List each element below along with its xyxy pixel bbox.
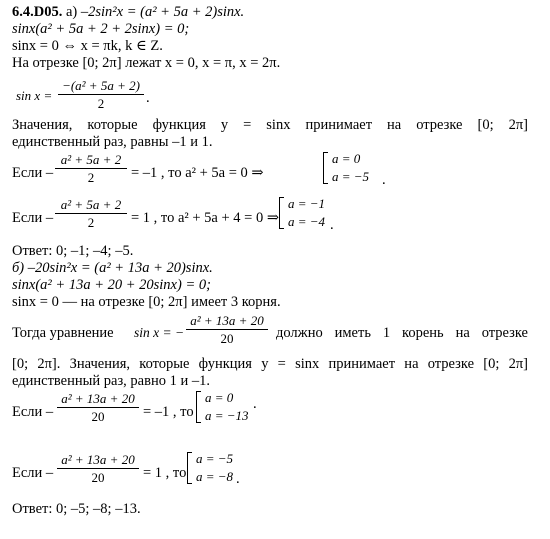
answer-b: Ответ: 0; –5; –8; –13. — [12, 501, 141, 517]
case2-root2: a = −4 — [288, 214, 326, 229]
fraction-1-dot: . — [146, 90, 150, 106]
then-equation-right: должно иметь 1 корень на отрезке — [276, 325, 528, 341]
case1-numerator: a² + 5a + 2 — [60, 152, 122, 167]
case4-denominator: 20 — [91, 470, 105, 485]
equation-a2: sinx(a² + 5a + 2 + 2sinx) = 0; — [12, 21, 190, 37]
problem-number: 6.4.D05. — [12, 4, 63, 20]
case4-bar — [57, 468, 139, 469]
then-sin-lhs: sin x = − — [134, 325, 185, 340]
case4-bracket — [187, 452, 192, 484]
case3-end: . — [253, 396, 257, 412]
case4-fraction — [57, 453, 139, 485]
case3-root1: a = 0 — [205, 390, 234, 405]
sin-lhs: sin x = — [16, 88, 53, 103]
case4-root1: a = −5 — [196, 451, 234, 466]
values-b-line1: [0; 2π]. Значения, которые функция у = sinx принимает на отрезке [0; 2π] — [12, 356, 528, 372]
equation-b2: sinx(a² + 13a + 20 + 20sinx) = 0; — [12, 277, 211, 293]
fraction-2-bar — [186, 329, 268, 330]
case4-root2: a = −8 — [196, 469, 234, 484]
case1-bracket — [323, 152, 328, 184]
values-text-line1: Значения, которые функция у = sinx принимает на отрезке [0; 2π] — [12, 117, 528, 133]
case4-prefix: Если – — [12, 465, 54, 481]
case1-mid: = –1 , то a² + 5a = 0 ⇒ — [131, 165, 264, 181]
equation-b3: sinx = 0 — на отрезке [0; 2π] имеет 3 корня. — [12, 294, 281, 310]
case3-numerator: a² + 13a + 20 — [61, 391, 135, 406]
case1-end: . — [382, 172, 386, 188]
case2-numerator: a² + 5a + 2 — [60, 197, 122, 212]
case2-end: . — [330, 217, 334, 233]
case3-mid: = –1 , то — [143, 404, 194, 420]
fraction-1-numerator: −(a² + 5a + 2) — [62, 78, 140, 93]
fraction-1-bar — [58, 94, 144, 95]
case3-bar — [57, 407, 139, 408]
fraction-2-numerator: a² + 13a + 20 — [190, 313, 264, 328]
case4-end: . — [236, 471, 240, 487]
case2-bracket — [279, 197, 284, 229]
part-a-label: а) — [65, 4, 78, 20]
case1-denominator: 2 — [87, 170, 95, 185]
case3-prefix: Если – — [12, 404, 54, 420]
case1-root1: a = 0 — [332, 151, 361, 166]
case2-bar — [55, 213, 127, 214]
equation-a3: sinx = 0 ⇔ x = πk, k ∈ Z. — [12, 38, 163, 54]
case3-denominator: 20 — [91, 409, 105, 424]
fraction-2-denominator: 20 — [220, 331, 234, 346]
case3-root2: a = −13 — [205, 408, 249, 423]
case3-bracket — [196, 391, 201, 423]
interval-roots-text: На отрезке [0; 2π] лежат x = 0, x = π, x = 2π. — [12, 55, 281, 71]
problem-header — [12, 4, 244, 20]
case1-bar — [55, 168, 127, 169]
fraction-1-denominator: 2 — [97, 96, 105, 111]
fraction-2 — [186, 314, 268, 346]
case4-numerator: a² + 13a + 20 — [61, 452, 135, 467]
case2-root1: a = −1 — [288, 196, 326, 211]
case2-fraction — [55, 198, 127, 230]
case4-mid: = 1 , то — [143, 465, 187, 481]
then-equation-text: Тогда уравнение — [12, 325, 114, 341]
case1-fraction — [55, 153, 127, 185]
equation-a1: –2sin²x = (a² + 5a + 2)sinx. — [80, 4, 245, 20]
values-b-line2: единственный раз, равно 1 и –1. — [12, 373, 210, 389]
case3-fraction — [57, 392, 139, 424]
values-text-line2: единственный раз, равны –1 и 1. — [12, 134, 213, 150]
case2-denominator: 2 — [87, 215, 95, 230]
case2-prefix: Если – — [12, 210, 54, 226]
case1-root2: a = −5 — [332, 169, 370, 184]
answer-a: Ответ: 0; –1; –4; –5. — [12, 243, 134, 259]
case2-mid: = 1 , то a² + 5a + 4 = 0 ⇒ — [131, 210, 279, 226]
equation-b1: б) –20sin²x = (a² + 13a + 20)sinx. — [12, 260, 213, 276]
fraction-1 — [58, 79, 144, 111]
case1-prefix: Если – — [12, 165, 54, 181]
